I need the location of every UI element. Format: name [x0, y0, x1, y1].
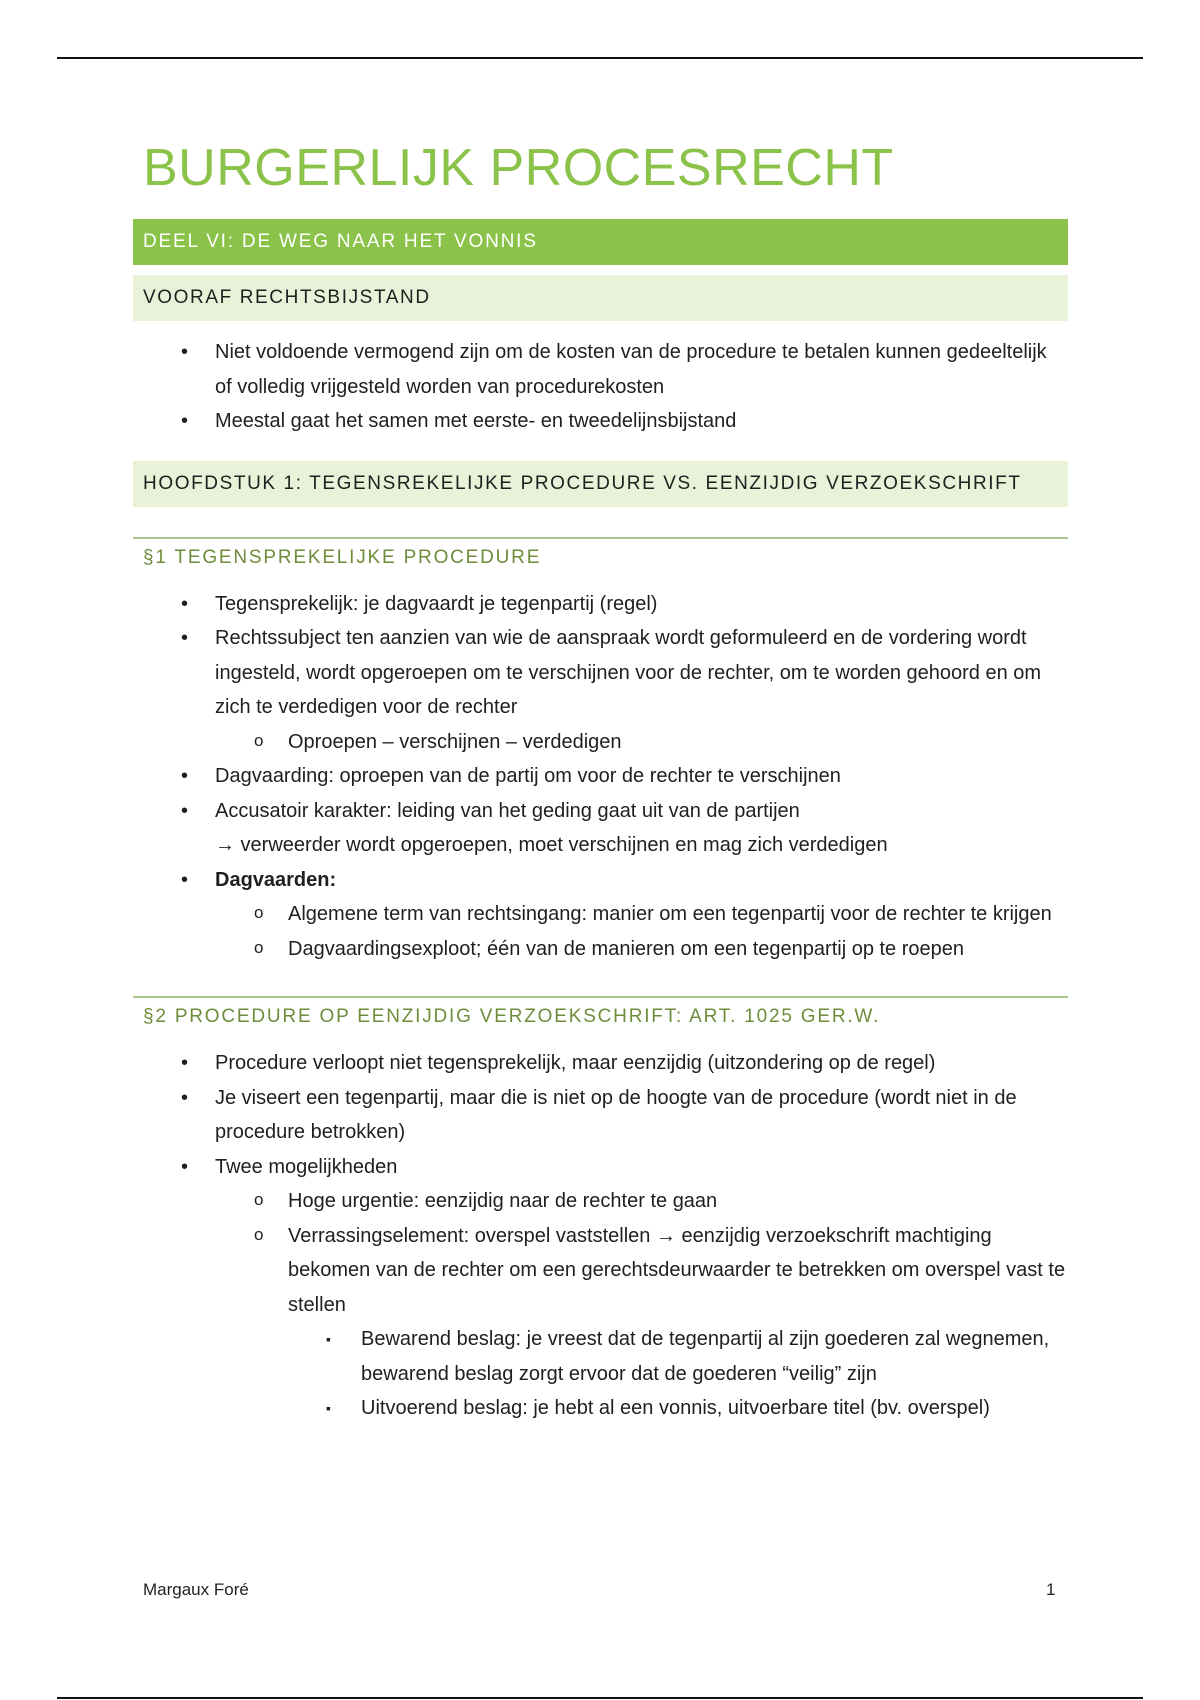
sub-sub-list-item: ▪ Bewarend beslag: je vreest dat de tegenpartij al zijn goederen zal wegnemen, bewarend beslag zorgt ervoor dat de goederen “veilig” zijn [133, 1322, 1068, 1391]
sub-list-item: o Algemene term van rechtsingang: manier om een tegenpartij voor de rechter te krijgen [133, 897, 1068, 932]
bottom-rule [57, 1697, 1143, 1699]
sub-list-item: o Verrassingselement: overspel vaststellen → eenzijdig verzoekschrift machtiging bekomen van de rechter om een gerechtsdeurwaarder te betrekken om overspel vast te stellen [133, 1219, 1068, 1323]
list-item: • Rechtssubject ten aanzien van wie de aanspraak wordt geformuleerd en de vordering wordt ingesteld, wordt opgeroepen om te verschijnen voor de rechter, om te worden gehoord en om zich te verdedigen voor de rechter [133, 621, 1068, 725]
list-item-line: • Accusatoir karakter: leiding van het geding gaat uit van de partijen [215, 799, 800, 822]
footer-author: Margaux Foré [143, 1580, 249, 1599]
list-item: • Meestal gaat het samen met eerste- en tweedelijnsbijstand [133, 404, 1068, 439]
document-title: BURGERLIJK PROCESRECHT [143, 139, 894, 197]
list-item: • Niet voldoende vermogend zijn om de kosten van de procedure te betalen kunnen gedeeltelijk of volledig vrijgesteld worden van procedurekosten [133, 335, 1068, 404]
paragraph-heading-1: §1 TEGENSPREKELIJKE PROCEDURE [133, 537, 1068, 577]
para1-list [133, 587, 1068, 967]
list-item: • Je viseert een tegenpartij, maar die is niet op de hoogte van de procedure (wordt niet in de procedure betrokken) [133, 1081, 1068, 1150]
chapter-heading: HOOFDSTUK 1: TEGENSREKELIJKE PROCEDURE VS. EENZIJDIG VERZOEKSCHRIFT [133, 461, 1068, 507]
para2-list [133, 1046, 1068, 1426]
list-item: • Procedure verloopt niet tegensprekelijk, maar eenzijdig (uitzondering op de regel) [133, 1046, 1068, 1081]
sub-list-item: o Oproepen – verschijnen – verdedigen [133, 725, 1068, 760]
footer-page-number: 1 [1046, 1580, 1056, 1599]
top-rule [57, 57, 1143, 59]
list-item: • Dagvaarding: oproepen van de partij om voor de rechter te verschijnen [133, 759, 1068, 794]
vooraf-list [133, 335, 1068, 439]
list-item: • Tegensprekelijk: je dagvaardt je tegenpartij (regel) [133, 587, 1068, 622]
list-item [133, 794, 1068, 863]
list-item: • Twee mogelijkheden [133, 1150, 1068, 1185]
part-heading: DEEL VI: DE WEG NAAR HET VONNIS [133, 219, 1068, 265]
section-heading-vooraf: VOORAF RECHTSBIJSTAND [133, 275, 1068, 321]
bold-term: Dagvaarden: [215, 868, 337, 891]
paragraph-heading-2: §2 PROCEDURE OP EENZIJDIG VERZOEKSCHRIFT: ART. 1025 GER.W. [133, 996, 1068, 1036]
sub-list-item: o Hoge urgentie: eenzijdig naar de rechter te gaan [133, 1184, 1068, 1219]
sub-sub-list-item: ▪ Uitvoerend beslag: je hebt al een vonnis, uitvoerbare titel (bv. overspel) [133, 1391, 1068, 1426]
document-page [133, 140, 1068, 1426]
list-item-arrow-line: → verweerder wordt opgeroepen, moet verschijnen en mag zich verdedigen [215, 834, 888, 857]
sub-list-item: o Dagvaardingsexploot; één van de manieren om een tegenpartij op te roepen [133, 932, 1068, 967]
list-item [133, 863, 1068, 898]
